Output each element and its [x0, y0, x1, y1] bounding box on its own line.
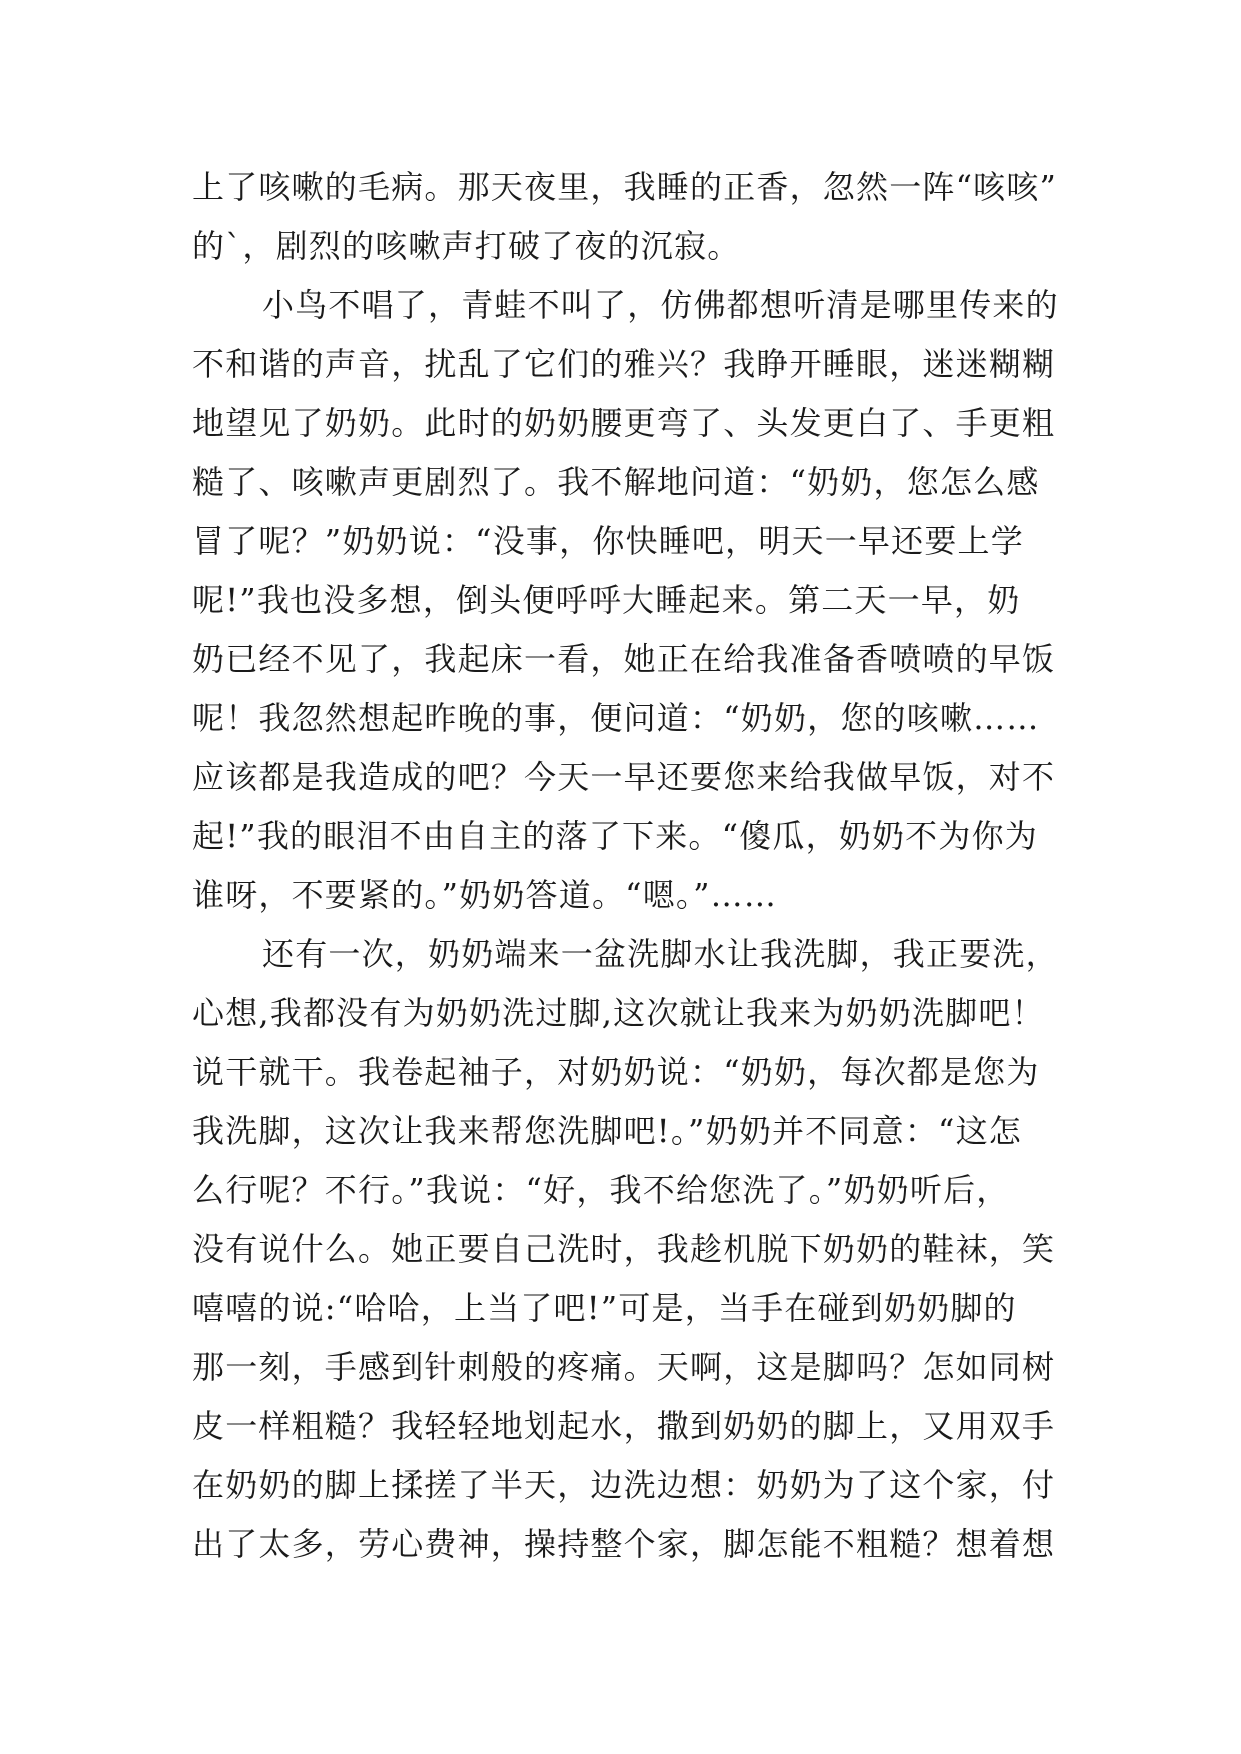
- text-line: 起!”我的眼泪不由自主的落了下来。“傻瓜，奶奶不为你为: [192, 817, 1038, 855]
- text-line: 在奶奶的脚上揉搓了半天，边洗边想：奶奶为了这个家，付: [192, 1466, 1056, 1504]
- text-line: 冒了呢？”奶奶说：“没事，你快睡吧，明天一早还要上学: [192, 522, 1024, 560]
- text-line: 说干就干。我卷起袖子，对奶奶说：“奶奶，每次都是您为: [192, 1053, 1040, 1091]
- text-line: 嘻嘻的说:“哈哈，上当了吧!”可是，当手在碰到奶奶脚的: [192, 1289, 1017, 1327]
- text-line: 谁呀，不要紧的。”奶奶答道。“嗯。”……: [192, 876, 778, 914]
- text-line: 的`，剧烈的咳嗽声打破了夜的沉寂。: [192, 227, 741, 265]
- paragraph-start-line: 小鸟不唱了，青蛙不叫了，仿佛都想听清是哪里传来的: [262, 286, 1059, 324]
- text-line: 呢!”我也没多想，倒头便呼呼大睡起来。第二天一早，奶: [192, 581, 1021, 619]
- text-line: 上了咳嗽的毛病。那天夜里，我睡的正香，忽然一阵“咳咳”: [192, 168, 1058, 206]
- text-line: 地望见了奶奶。此时的奶奶腰更弯了、头发更白了、手更粗: [192, 404, 1056, 442]
- body-text: [192, 158, 1059, 1574]
- text-line: 糙了、咳嗽声更剧烈了。我不解地问道：“奶奶，您怎么感: [192, 463, 1040, 501]
- text-line: 那一刻，手感到针刺般的疼痛。天啊，这是脚吗？怎如同树: [192, 1348, 1056, 1386]
- text-line: 么行呢？不行。”我说：“好，我不给您洗了。”奶奶听后，: [192, 1171, 1010, 1209]
- text-line: 奶已经不见了，我起床一看，她正在给我准备香喷喷的早饭: [192, 640, 1056, 678]
- text-line: 呢！我忽然想起昨晚的事，便问道：“奶奶，您的咳嗽……: [192, 699, 1040, 737]
- text-line: 出了太多，劳心费神，操持整个家，脚怎能不粗糙？想着想: [192, 1525, 1056, 1563]
- text-line: 皮一样粗糙？我轻轻地划起水，撒到奶奶的脚上，又用双手: [192, 1407, 1056, 1445]
- text-line: 不和谐的声音，扰乱了它们的雅兴？我睁开睡眼，迷迷糊糊: [192, 345, 1056, 383]
- text-line: 没有说什么。她正要自己洗时，我趁机脱下奶奶的鞋袜，笑: [192, 1230, 1056, 1268]
- text-line: 应该都是我造成的吧？今天一早还要您来给我做早饭，对不: [192, 758, 1056, 796]
- paragraph-start-line: 还有一次，奶奶端来一盆洗脚水让我洗脚，我正要洗，: [262, 935, 1059, 973]
- text-line: 心想,我都没有为奶奶洗过脚,这次就让我来为奶奶洗脚吧！: [192, 994, 1045, 1032]
- text-line: 我洗脚，这次让我来帮您洗脚吧!。”奶奶并不同意：“这怎: [192, 1112, 1022, 1150]
